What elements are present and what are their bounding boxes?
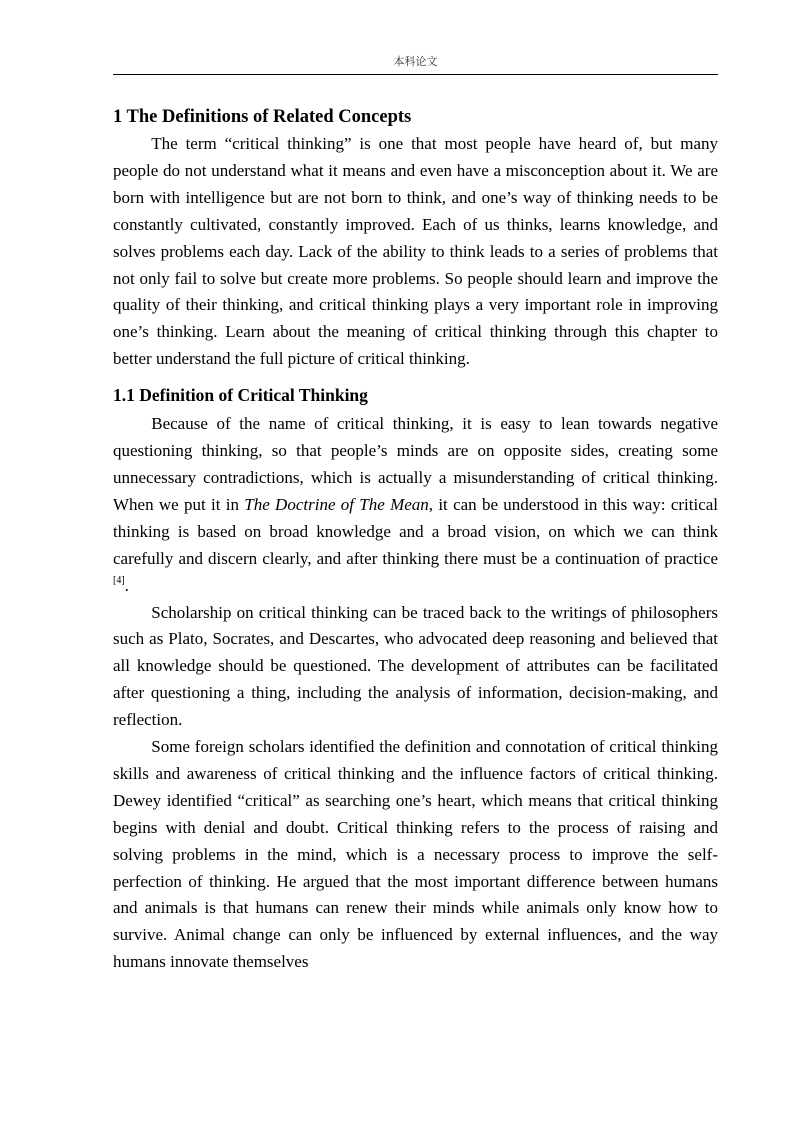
subsection-paragraph-2: Scholarship on critical thinking can be traced back to the writings of philosophers such as Plato, Socrates, and Descartes, who advocated deep reasoning and believed that all knowledge should be questioned. The development of attributes can be facilitated after questioning a thing, including the analysis of information, decision-making, and reflection. xyxy=(113,602,718,730)
subsection-heading: 1.1 Definition of Critical Thinking xyxy=(113,385,368,406)
paragraph-text-part-b: , it can be understood in this way: critical thinking is based on broad knowledge and a broad vision, on which we can think carefully and discern clearly, and after thinking there must be a continuation of practice xyxy=(113,494,719,568)
page-header xyxy=(113,55,718,75)
paragraph-text-part-a: Because of the name of critical thinking, it is easy to lean towards negative questioning thinking, so that people’s minds are on opposite sides, creating some unnecessary contradictions, which is actually a misunderstanding of critical thinking. When we put it in xyxy=(113,414,718,514)
subsection-paragraph-3: Some foreign scholars identified the definition and connotation of critical thinking skills and awareness of critical thinking and the influence factors of critical thinking. Dewey identified “critical” as searching one’s heart, which means that critical thinking begins with denial and doubt. Critical thinking refers to the process of raising and solving problems in the mind, which is a necessary process to improve the self-perfection of thinking. He argued that the most important difference between humans and animals is that humans can renew their minds while animals only know how to survive. Animal change can only be influenced by external influences, and the way humans innovate themselves xyxy=(113,737,718,972)
subsection-paragraph-1 xyxy=(113,411,718,599)
document-body xyxy=(113,103,718,976)
book-title: The Doctrine of The Mean xyxy=(244,494,429,514)
section-paragraph-1: The term “critical thinking” is one that most people have heard of, but many people do not understand what it means and even have a misconception about it. We are born with intelligence but are not born to think, and one’s way of thinking needs to be constantly cultivated, constantly improved. Each of us thinks, learns knowledge, and solves problems each day. Lack of the ability to think leads to a series of problems that not only fail to solve but create more problems. So people should learn and improve the quality of their thinking, and critical thinking plays a very important role in improving one’s thinking. Learn about the meaning of critical thinking through this chapter to better understand the full picture of critical thinking. xyxy=(113,134,718,369)
paragraph-end-period: . xyxy=(124,575,129,595)
citation-reference[interactable]: [4] xyxy=(113,574,125,586)
section-heading: 1 The Definitions of Related Concepts xyxy=(113,107,412,127)
header-title: 本科论文 xyxy=(393,55,438,68)
